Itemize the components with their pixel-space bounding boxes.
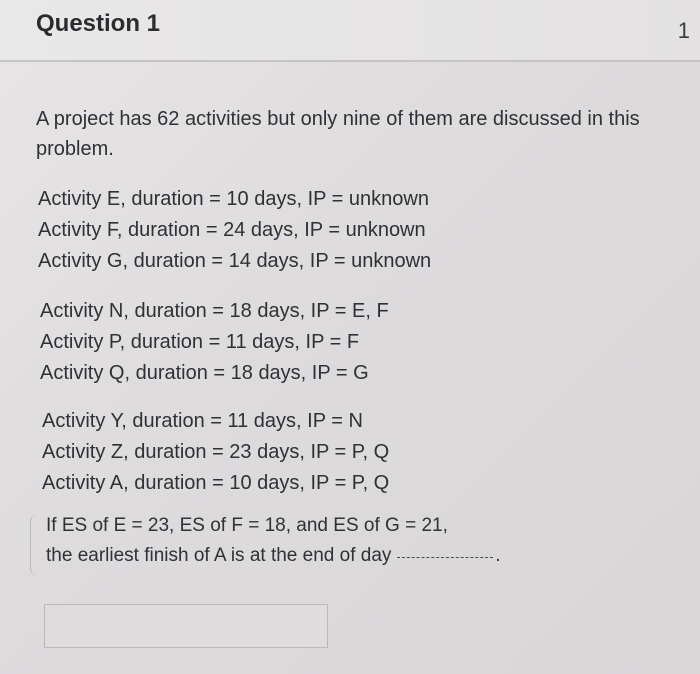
question-line-2 [46,541,501,571]
activity-line: Activity A, duration = 10 days, IP = P, Q [42,472,390,494]
points-value: 1 [677,18,690,43]
question-title: Question 1 [36,10,161,37]
question-line-1: If ES of E = 23, ES of F = 18, and ES of G = 21, [46,515,448,536]
activity-line: Activity Y, duration = 11 days, IP = N [42,410,363,432]
answer-blank [397,557,493,558]
activity-line: Activity P, duration = 11 days, IP = F [40,331,360,353]
problem-intro: A project has 62 activities but only nine of them are discussed in this problem. [36,108,640,160]
activity-line: Activity N, duration = 18 days, IP = E, F [40,300,389,322]
question-prompt [42,511,501,571]
activity-group-1 [38,184,431,277]
activity-line: Activity G, duration = 14 days, IP = unknown [38,250,432,272]
activity-group-2 [40,296,389,389]
question-header [0,0,700,62]
answer-input[interactable] [44,604,328,648]
question-body [0,62,700,674]
activity-line: Activity Q, duration = 18 days, IP = G [40,362,369,384]
activity-line: Activity E, duration = 10 days, IP = unknown [38,188,429,210]
question-line-2-text: the earliest finish of A is at the end of day [46,545,392,566]
question-end-mark: . [495,545,501,566]
activity-line: Activity F, duration = 24 days, IP = unknown [38,219,426,241]
activity-line: Activity Z, duration = 23 days, IP = P, Q [42,441,390,463]
activity-group-3 [42,406,389,499]
question-bracket [30,514,41,576]
